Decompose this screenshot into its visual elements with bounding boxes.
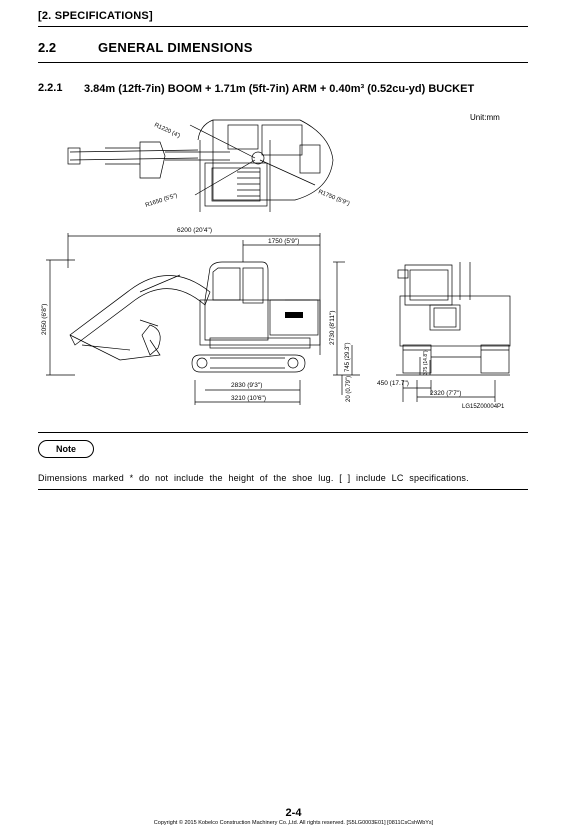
shoe-width-label: 450 (17.7") [377,380,409,387]
header-rule [38,26,528,27]
radius-front-label: R1220 (4') [153,122,181,140]
note-bottom-rule [38,489,528,490]
ground-clearance-label: 375 (14.8") [423,350,429,375]
radius-rear-label: R1650 (5'5") [144,192,179,209]
note-top-rule [38,432,528,433]
section-title: GENERAL DIMENSIONS [98,40,253,55]
tail-length-label: 1750 (5'9") [268,238,300,245]
unit-label: Unit:mm [470,113,500,122]
note-text: Dimensions marked * do not include the height of the shoe lug. [ ] include LC specifications. [38,473,469,483]
page-number: 2-4 [285,807,302,819]
subsection-number: 2.2.1 [38,82,63,94]
cab-height-label: 2730 (8'11") [329,310,336,345]
drawing-id: LG15Z00004P1 [462,404,505,410]
tumbler-distance-label: 2830 (9'3") [231,382,263,389]
section-number: 2.2 [38,40,57,55]
front-view-machine [396,262,510,402]
side-view-machine [70,262,320,372]
section-header: [2. SPECIFICATIONS] [38,10,153,22]
overall-length-label: 6200 (20'4") [177,227,212,234]
track-length-label: 3210 (10'6") [231,395,266,402]
track-height-small-label: 20 (0.79") [346,375,352,402]
height-left-label: 2050 (6'8") [41,303,48,335]
track-gauge-label: 2320 (7'7") [430,390,462,397]
copyright: Copyright © 2015 Kobelco Construction Machinery Co.,Ltd. All rights reserved. [S5LG0003E01] [0811CsCshWbYs] [153,820,434,826]
subsection-title: 3.84m (12ft-7in) BOOM + 1.71m (5ft-7in) ARM + 0.40m³ (0.52cu-yd) BUCKET [84,83,475,95]
dimension-drawing [0,110,587,415]
radius-side-label: R1750 (5'9") [317,189,351,208]
top-view-machine [68,120,333,212]
note-badge: Note [38,440,94,458]
section-rule [38,62,528,63]
clearance-label: 745 (29.3") [345,342,351,372]
